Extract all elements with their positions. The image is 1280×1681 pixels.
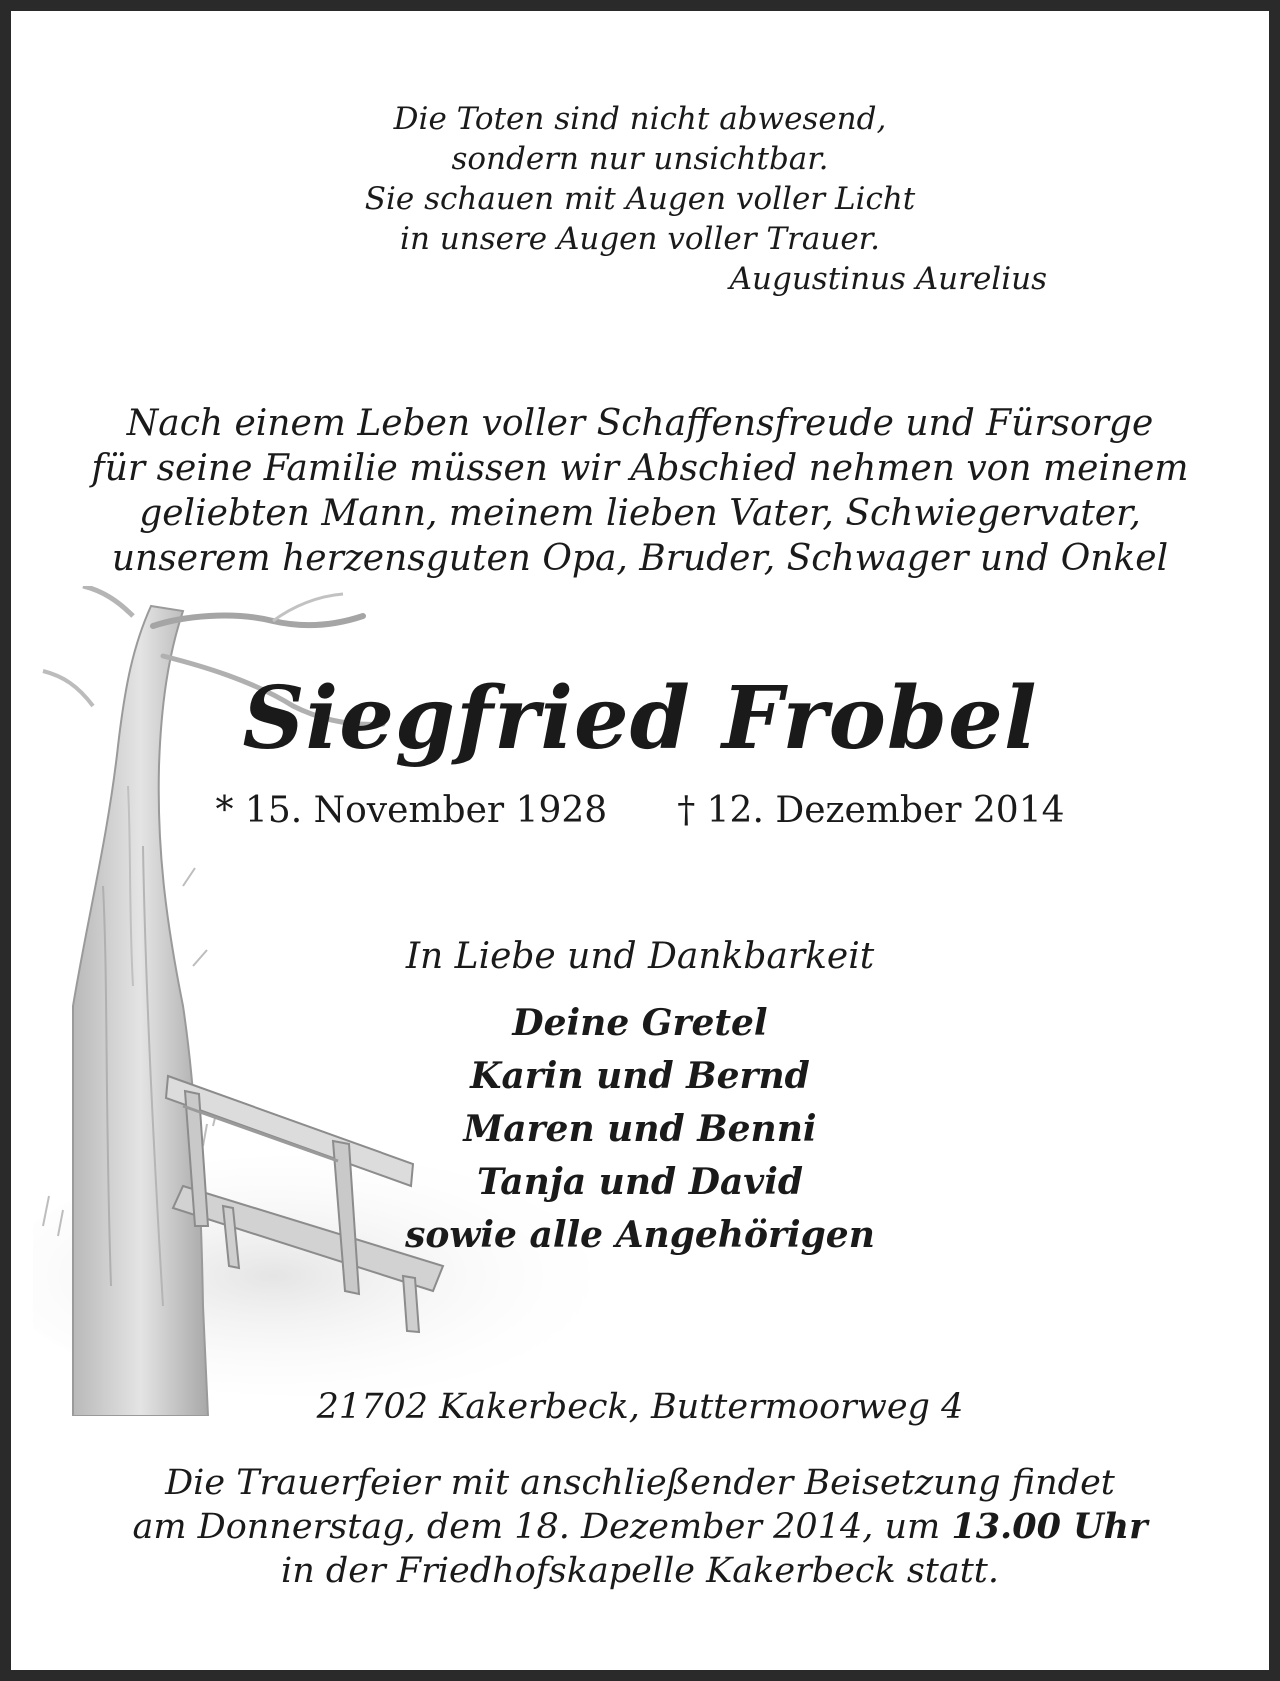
mourner-name: Maren und Benni [463,1108,817,1150]
mourners-heading: In Liebe und Dankbarkeit [405,936,875,977]
ceremony-date: am Donnerstag, dem 18. Dezember 2014, um [132,1507,952,1547]
life-dates [11,789,1269,833]
mourner-name: Deine Gretel [512,1002,768,1044]
mourner-name: sowie alle Angehörigen [405,1214,875,1256]
death-date: † 12. Dezember 2014 [677,790,1065,831]
ceremony-line [11,1505,1269,1549]
intro-line: für seine Familie müssen wir Abschied nehmen von meinem [91,448,1189,489]
ceremony-line: in der Friedhofskapelle Kakerbeck statt. [281,1551,999,1591]
deceased-name: Siegfried Frobel [242,668,1038,769]
poem-quote [11,99,1269,299]
birth-date: * 15. November 1928 [215,790,608,831]
mourners-list [11,997,1269,1262]
poem-line: Die Toten sind nicht abwesend, [393,101,887,137]
ceremony-line: Die Trauerfeier mit anschließender Beisetzung findet [165,1463,1115,1503]
intro-line: unserem herzensguten Opa, Bruder, Schwager und Onkel [111,538,1169,579]
poem-line: sondern nur unsichtbar. [451,141,829,177]
ceremony-time: 13.00 Uhr [951,1506,1148,1547]
poem-author: Augustinus Aurelius [729,261,1047,297]
ceremony-info [11,1461,1269,1593]
poem-line: in unsere Augen voller Trauer. [400,221,880,257]
address: 21702 Kakerbeck, Buttermoorweg 4 [316,1387,964,1427]
intro-line: geliebten Mann, meinem lieben Vater, Schwiegervater, [139,493,1141,534]
mourner-name: Karin und Bernd [470,1055,810,1097]
poem-line: Sie schauen mit Augen voller Licht [364,181,916,217]
intro-line: Nach einem Leben voller Schaffensfreude und Fürsorge [126,403,1154,444]
intro-text [11,401,1269,581]
mourner-name: Tanja und David [476,1161,804,1203]
